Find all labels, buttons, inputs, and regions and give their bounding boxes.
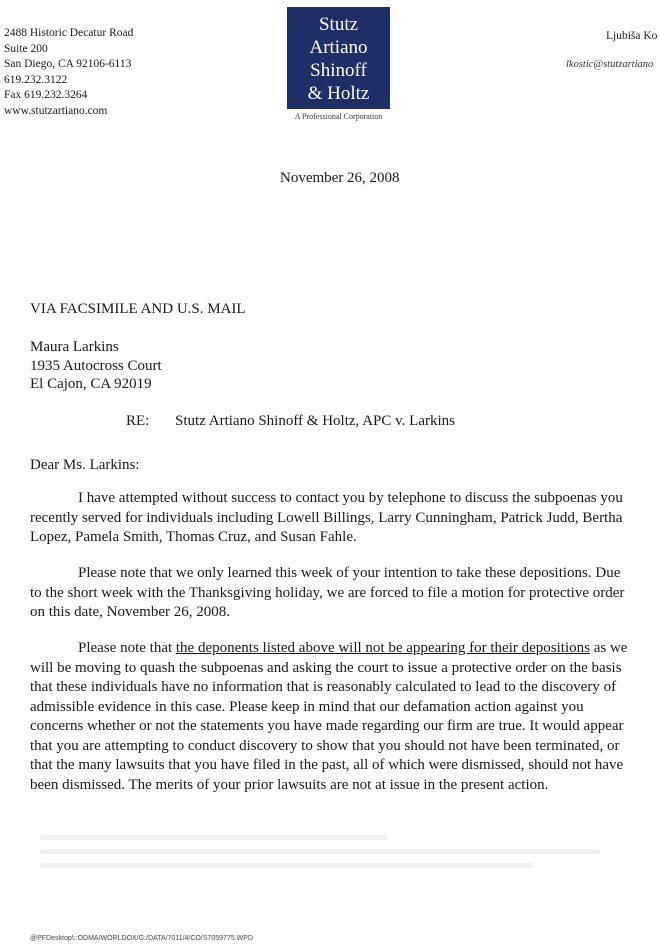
address-line: Suite 200 — [4, 42, 48, 55]
text-line: admissible evidence in this case. Please keep in mind that our defamation action against you — [30, 698, 584, 715]
underlined-notice: the deponents listed above will not be appearing for their depositions — [175, 640, 590, 656]
firm-address — [4, 26, 133, 119]
document-path-footer: @PFDesktop\::ODMA/WORLDOX/G:/DATA/7011/4/CO/S7059775.WPD — [30, 935, 254, 942]
text-line: on this date, November 26, 2008. — [30, 604, 230, 620]
website-line: www.stutzartiano.com — [4, 104, 108, 117]
re-label: RE: — [126, 413, 150, 429]
text-line: recently served for individuals including Lowell Billings, Larry Cunningham, Patrick Judd, Bertha — [30, 509, 623, 526]
text-line: will be moving to quash the subpoenas and asking the court to issue a protective order on the basis — [30, 659, 622, 676]
re-subject: Stutz Artiano Shinoff & Holtz, APC v. Larkins — [175, 413, 455, 429]
text-line: Please note that we only learned this week of your intention to take these depositions. Due — [78, 565, 621, 581]
text-line: been dismissed. The merits of your prior lawsuits are not at issue in the present action. — [30, 776, 549, 793]
text-span: as we — [589, 640, 628, 656]
phone-line: 619.232.3122 — [4, 73, 68, 86]
firm-logo — [287, 7, 390, 109]
address-line: 2488 Historic Decatur Road — [4, 27, 134, 39]
text-line: Lopez, Pamela Smith, Thomas Cruz, and Susan Fahle. — [30, 529, 357, 545]
firm-tagline: A Professional Corporation — [294, 112, 383, 121]
text-line: that the many lawsuits that you have filed in the past, all of which were dismissed, should not have — [30, 757, 624, 773]
recipient-block — [30, 338, 162, 394]
logo-line: Shinoff — [310, 60, 367, 81]
text-line: that you are attempting to conduct discovery to show that you should not have been terminated, or — [30, 737, 620, 754]
logo-line: Artiano — [309, 37, 368, 58]
bleed-through-text — [40, 826, 600, 870]
recipient-name: Maura Larkins — [30, 339, 119, 355]
salutation: Dear Ms. Larkins: — [30, 457, 140, 473]
fax-line: Fax 619.232.3264 — [4, 89, 88, 101]
attorney-email: lkostic@stutzartiano — [566, 59, 654, 70]
text-line: concerns whether or not the statements you have made regarding our firm are true. It would appear — [30, 718, 624, 734]
text-line: that these individuals have no information that is reasonably calculated to lead to the discovery of — [30, 679, 617, 695]
text-span: Please note that — [78, 640, 176, 656]
delivery-method: VIA FACSIMILE AND U.S. MAIL — [30, 301, 246, 317]
recipient-street: 1935 Autocross Court — [30, 357, 162, 374]
address-line: San Diego, CA 92106-6113 — [4, 58, 132, 70]
paragraph-1 — [30, 489, 660, 548]
paragraph-2 — [30, 564, 660, 623]
logo-line: Stutz — [318, 14, 359, 35]
attorney-name: Ljubiša Ko — [606, 30, 658, 42]
text-line: to the short week with the Thanksgiving holiday, we are forced to file a motion for protective order — [30, 584, 625, 601]
logo-line: & Holtz — [307, 83, 370, 104]
recipient-city: El Cajon, CA 92019 — [30, 376, 152, 392]
paragraph-3 — [30, 639, 660, 795]
text-line — [30, 639, 660, 659]
text-line: I have attempted without success to contact you by telephone to discuss the subpoenas you — [78, 490, 623, 506]
letter-date: November 26, 2008 — [280, 170, 400, 186]
